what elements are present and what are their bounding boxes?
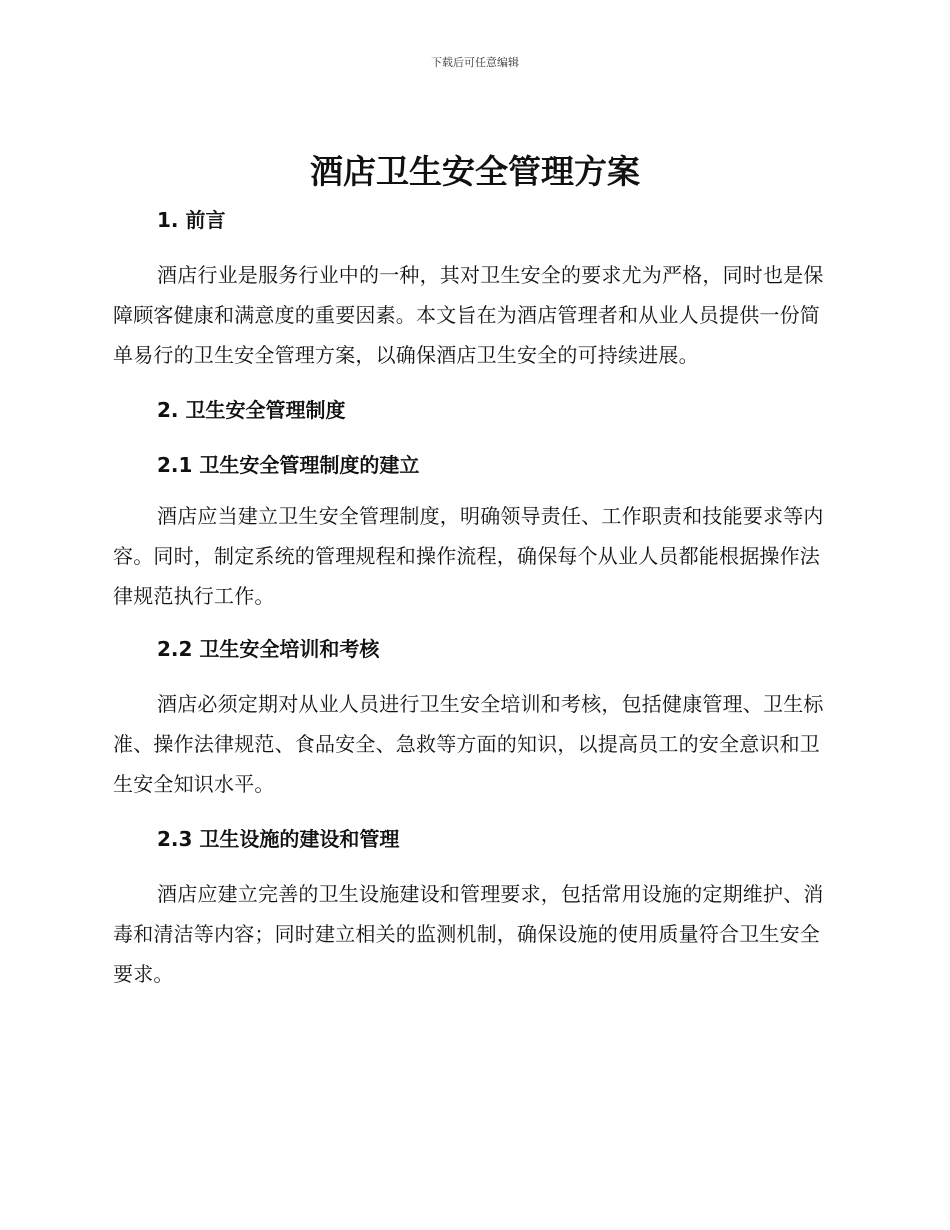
section-paragraph-2-2: 酒店必须定期对从业人员进行卫生安全培训和考核，包括健康管理、卫生标准、操作法律规范、食品安全、急救等方面的知识，以提高员工的安全意识和卫生安全知识水平。 — [113, 692, 824, 796]
section-heading-2-1: 2.1 卫生安全管理制度的建立 — [157, 453, 420, 477]
section-paragraph-2-3: 酒店应建立完善的卫生设施建设和管理要求，包括常用设施的定期维护、消毒和清洁等内容；同时建立相关的监测机制，确保设施的使用质量符合卫生安全要求。 — [113, 882, 824, 986]
section-heading-2-2: 2.2 卫生安全培训和考核 — [157, 637, 380, 661]
section-heading-management-system: 2. 卫生安全管理制度 — [157, 398, 346, 422]
section-heading-preface: 1. 前言 — [157, 208, 226, 232]
section-heading-2-3: 2.3 卫生设施的建设和管理 — [157, 827, 400, 851]
page-header-text: 下载后可任意编辑 — [431, 56, 519, 69]
section-paragraph-2-1: 酒店应当建立卫生安全管理制度，明确领导责任、工作职责和技能要求等内容。同时，制定系统的管理规程和操作流程，确保每个从业人员都能根据操作法律规范执行工作。 — [113, 504, 824, 608]
section-paragraph-preface: 酒店行业是服务行业中的一种，其对卫生安全的要求尤为严格，同时也是保障顾客健康和满意度的重要因素。本文旨在为酒店管理者和从业人员提供一份简单易行的卫生安全管理方案，以确保酒店卫生安全的可持续进展。 — [113, 263, 824, 367]
document-body — [113, 200, 831, 994]
document-title: 酒店卫生安全管理方案 — [310, 152, 640, 191]
